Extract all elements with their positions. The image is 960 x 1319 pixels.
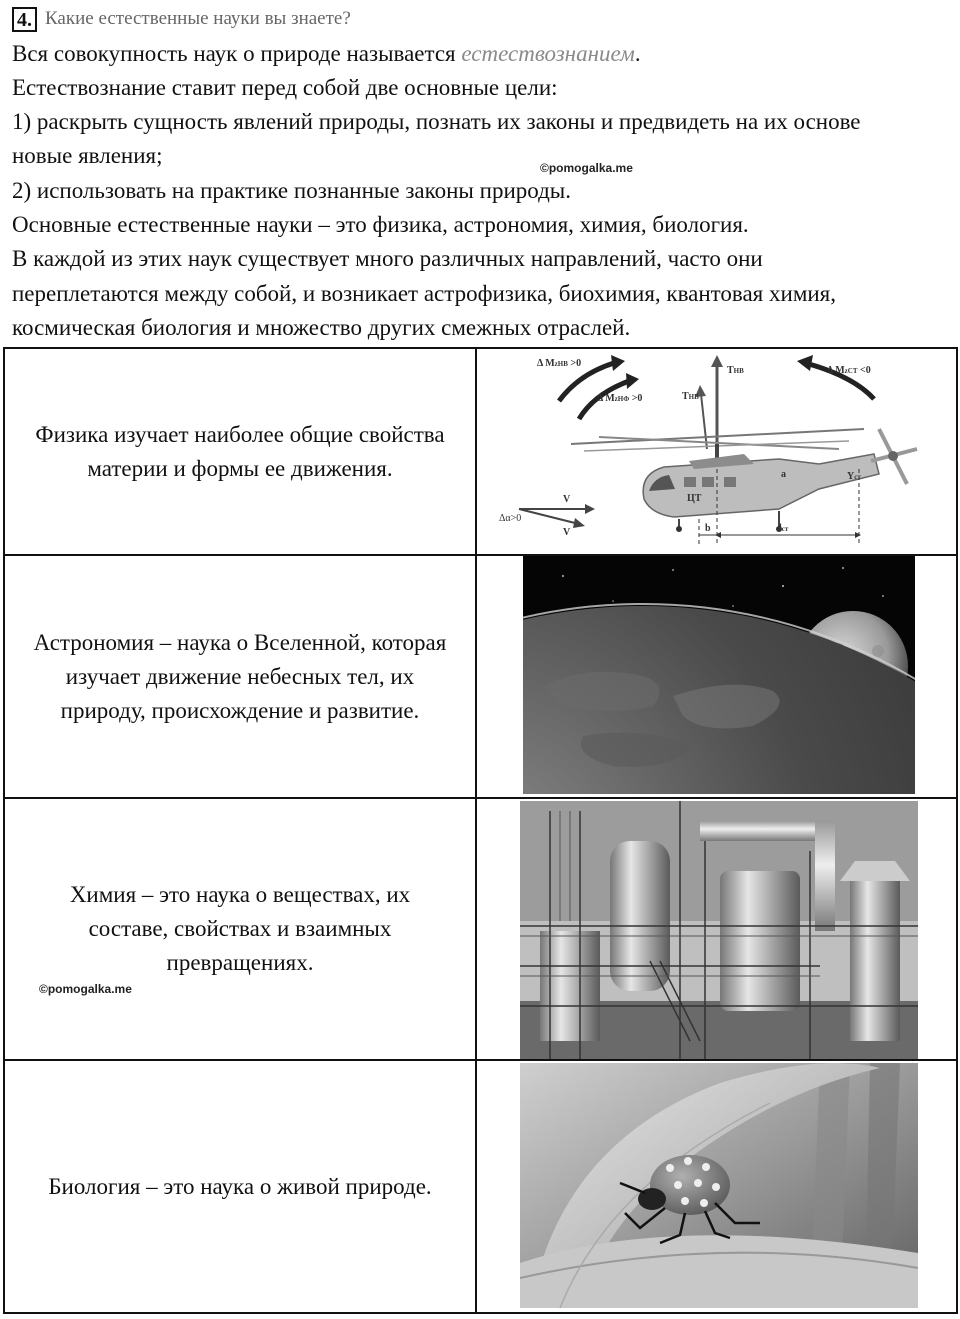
svg-text:lст: lст [779, 523, 789, 534]
svg-text:b: b [705, 523, 711, 534]
physics-description: Физика изучает наиболее общие свойства материи и формы ее движения. [5, 349, 477, 554]
svg-text:V: V [563, 494, 571, 505]
intro-paragraph-1: Вся совокупность наук о природе называется естествознанием. [12, 41, 641, 66]
chemical-plant-photo [479, 799, 956, 1059]
helicopter-diagram-svg [479, 349, 957, 554]
table-row-biology [3, 1059, 958, 1314]
intro-paragraph-3b: новые явления; [12, 143, 163, 168]
intro-paragraph-2: Естествознание ставит перед собой две основные цели: [12, 75, 558, 100]
biology-description: Биология – это наука о живой природе. [5, 1061, 477, 1312]
svg-text:Yст: Yст [847, 471, 861, 482]
table-row-chemistry [3, 797, 958, 1061]
svg-text:THB: THB [727, 365, 744, 376]
svg-text:a: a [781, 469, 786, 480]
ladybug-photo-svg [520, 1063, 918, 1308]
watermark-table: ©pomogalka.me [39, 982, 132, 996]
ladybug-photo [479, 1061, 956, 1312]
table-row-physics [3, 347, 958, 556]
intro-paragraph-6a: В каждой из этих наук существует много различных направлений, часто они [12, 246, 763, 271]
chemistry-description: Химия – это наука о веществах, их составе, свойствах и взаимных превращениях. [5, 799, 477, 1059]
question-header [12, 6, 351, 32]
intro-paragraph-3a: 1) раскрыть сущность явлений природы, познать их законы и предвидеть на их основе [12, 109, 861, 134]
intro-paragraph-4: 2) использовать на практике познанные законы природы. [12, 178, 571, 203]
svg-text:ЦТ: ЦТ [687, 493, 702, 504]
svg-text:THB: THB [682, 391, 699, 402]
chemical-plant-photo-svg [520, 801, 918, 1059]
earth-moon-photo-svg [523, 556, 915, 794]
watermark-top: ©pomogalka.me [540, 161, 633, 175]
question-number: 4. [12, 7, 37, 32]
table-row-astronomy [3, 554, 958, 799]
svg-text:Δ MzCT <0: Δ MzCT <0 [827, 365, 871, 376]
term-natural-science: естествознанием [461, 41, 635, 66]
helicopter-diagram [479, 349, 956, 554]
intro-paragraph-5: Основные естественные науки – это физика, астрономия, химия, биология. [12, 212, 749, 237]
svg-text:Δ MzHB >0: Δ MzHB >0 [537, 358, 582, 369]
intro-paragraph-6c: космическая биология и множество других смежных отраслей. [12, 315, 631, 340]
astronomy-description: Астрономия – наука о Вселенной, которая изучает движение небесных тел, их природу, происхождение и развитие. [5, 556, 477, 797]
earth-moon-photo [479, 556, 956, 797]
svg-text:Δα>0: Δα>0 [499, 513, 522, 524]
sciences-table [3, 347, 958, 1314]
question-text: Какие естественные науки вы знаете? [45, 8, 351, 29]
intro-paragraph-6b: переплетаются между собой, и возникает астрофизика, биохимия, квантовая химия, [12, 281, 837, 306]
svg-text:Δ MzHФ >0: Δ MzHФ >0 [597, 393, 643, 404]
svg-text:V: V [563, 527, 571, 538]
